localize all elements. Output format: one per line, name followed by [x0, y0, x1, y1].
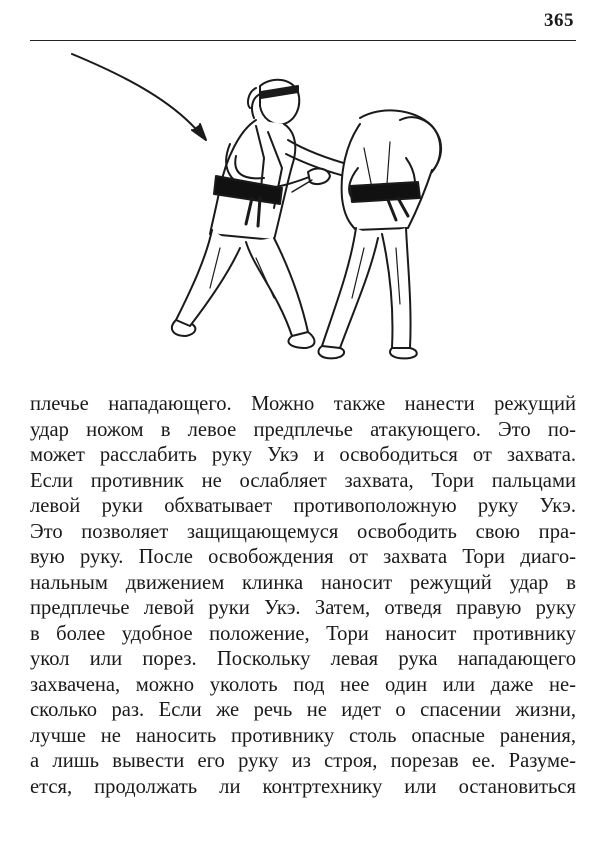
- text-line: захвачена, можно уколоть под нее один или даже не-: [30, 673, 576, 696]
- text-line: Если противник не ослабляет захвата, Тори пальцами: [30, 469, 576, 492]
- text-line: Это позволяет защищающемуся освободить свою пра-: [30, 520, 576, 543]
- martial-arts-illustration: [60, 48, 530, 378]
- text-line: а лишь вывести его руку из строя, порезав ее. Разуме-: [30, 750, 576, 772]
- text-line: левой руки обхватывает противоположную руку Укэ.: [30, 495, 576, 517]
- page-number: 365: [544, 10, 574, 31]
- text-line: укол или порез. Поскольку левая рука нападающего: [30, 648, 576, 670]
- motion-arrow: [72, 54, 206, 140]
- text-line: вую руку. После освобождения от захвата Тори диаго-: [30, 546, 576, 568]
- body-text: [30, 392, 576, 800]
- text-line: плечье нападающего. Можно также нанести режущий: [30, 393, 576, 415]
- text-line: сколько раз. Если же речь не идет о спасении жизни,: [30, 699, 576, 721]
- text-line: лучше не наносить противнику столь опасные ранения,: [30, 724, 576, 747]
- uke-figure: [318, 110, 441, 358]
- text-line: в более удобное положение, Тори наносит противнику: [30, 622, 576, 645]
- text-line: может расслабить руку Укэ и освободиться от захвата.: [30, 444, 576, 466]
- text-line: нальным движением клинка наносит режущий удар в: [30, 571, 576, 594]
- text-line: предплечье левой руки Укэ. Затем, отведя правую руку: [30, 597, 576, 619]
- uke-belt: [350, 182, 420, 202]
- page-header: [30, 0, 576, 41]
- tori-figure: [172, 80, 354, 348]
- text-line: удар ножом в левое предплечье атакующего. Это по-: [30, 418, 576, 441]
- text-line: ется, продолжать ли контртехнику или остановиться: [30, 775, 576, 798]
